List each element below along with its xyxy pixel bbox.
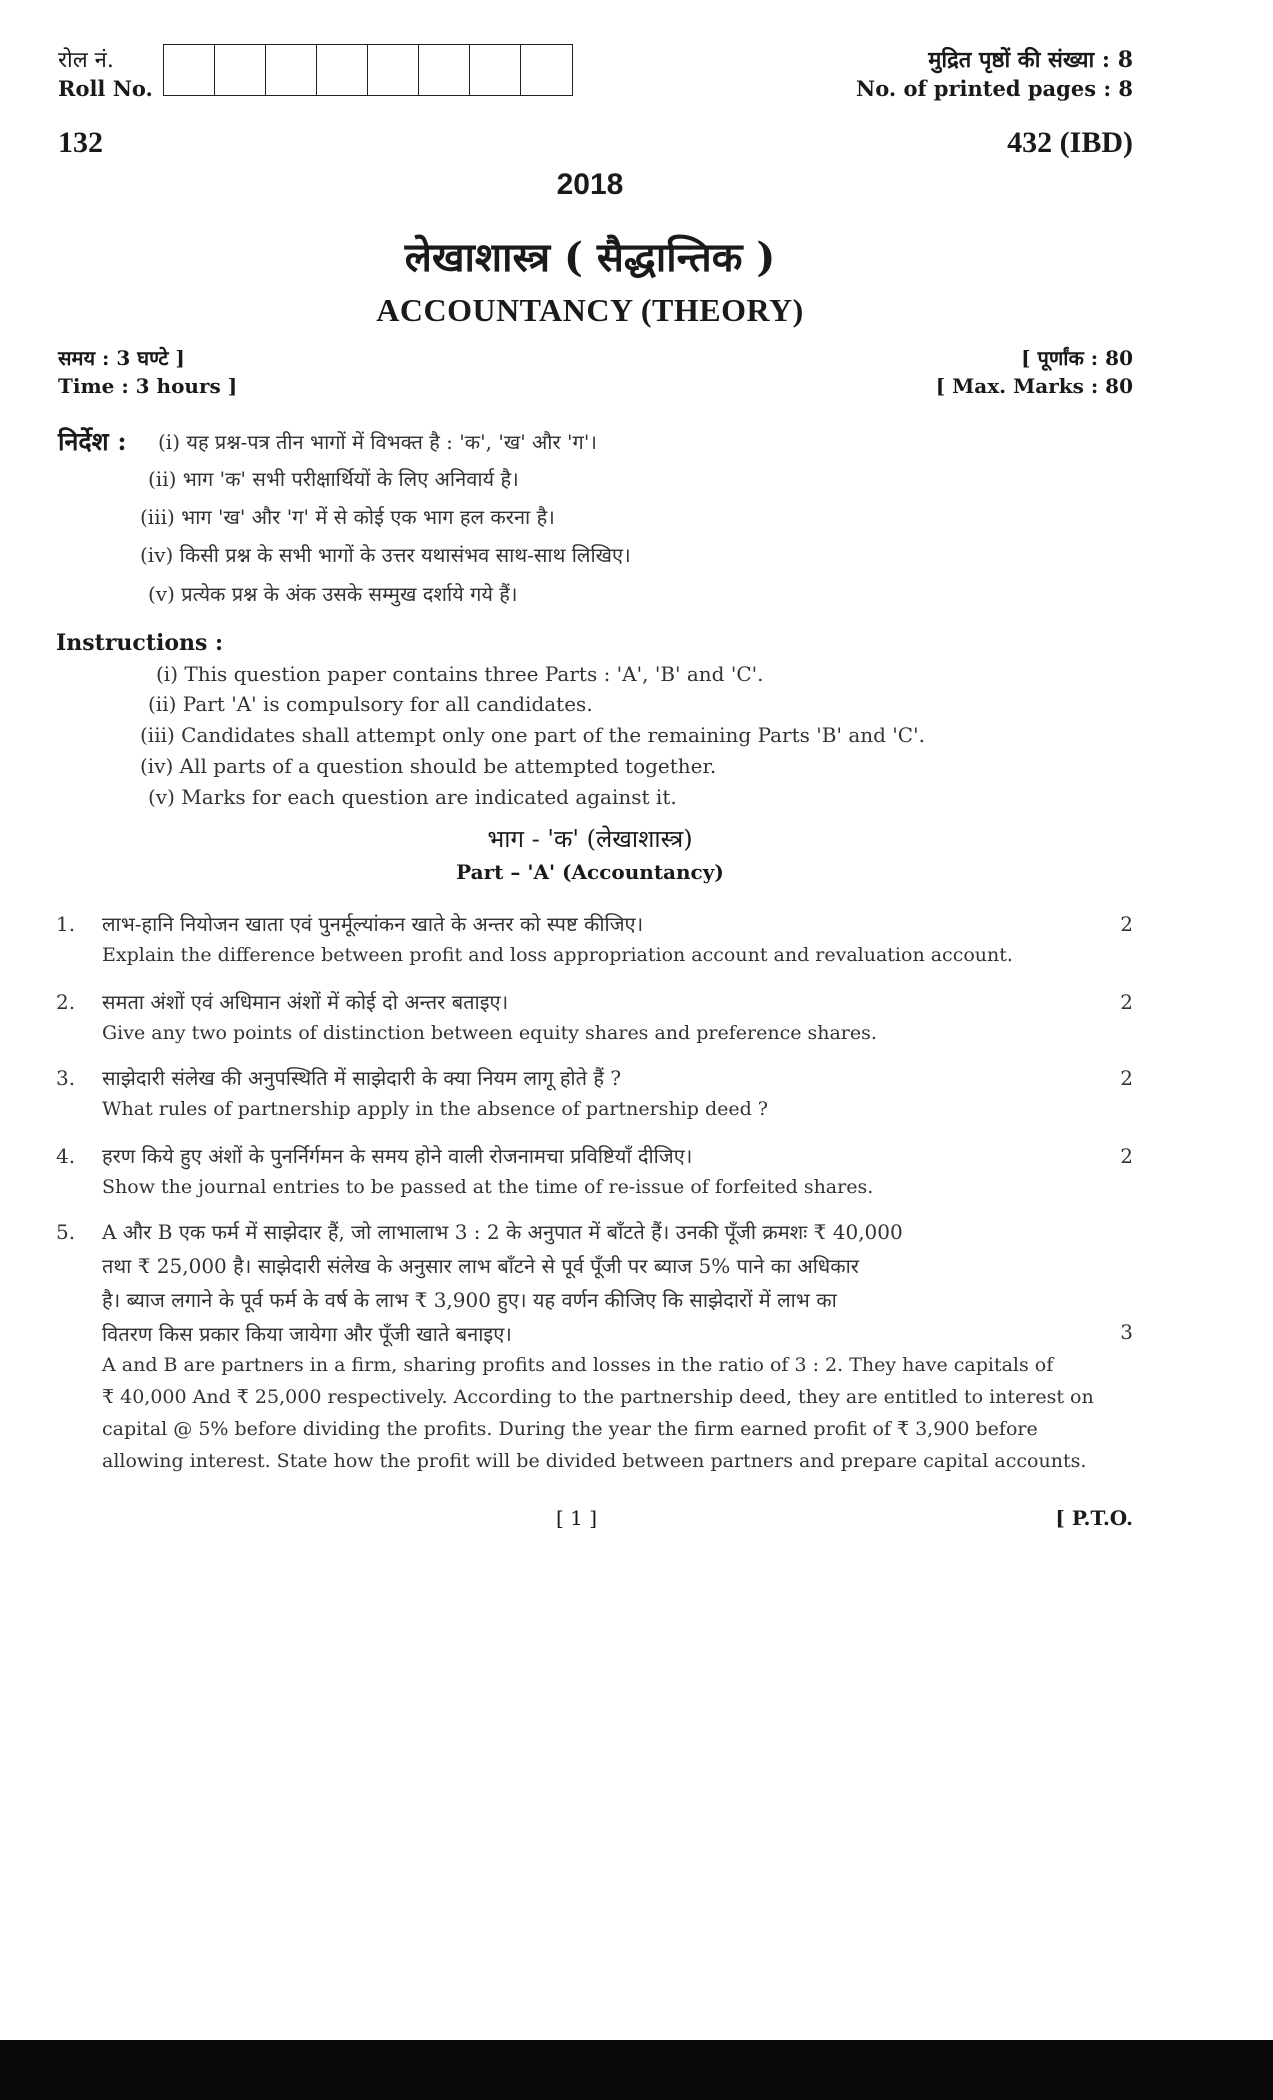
- question-english-line: A and B are partners in a firm, sharing profits and losses in the ratio of 3 : 2. They have capitals of: [102, 1354, 1054, 1376]
- part-title-hindi: भाग - 'क' (लेखाशास्त्र): [487, 825, 693, 853]
- instruction-hindi-item: (v) प्रत्येक प्रश्न के अंक उसके सम्मुख दर्शाये गये हैं।: [148, 582, 518, 606]
- roll-digit-box[interactable]: [470, 45, 521, 95]
- time-hindi: समय : 3 घण्टे ]: [58, 346, 185, 370]
- instruction-hindi-item: (ii) भाग 'क' सभी परीक्षार्थियों के लिए अनिवार्य है।: [148, 467, 519, 491]
- question-hindi-line: है। ब्याज लगाने के पूर्व फर्म के वर्ष के लाभ ₹ 3,900 हुए। यह वर्णन कीजिए कि साझेदारों में लाभ का: [102, 1288, 837, 1312]
- instruction-hindi-item: (iii) भाग 'ख' और 'ग' में से कोई एक भाग हल करना है।: [140, 505, 555, 529]
- question-marks: 2: [1120, 912, 1133, 936]
- instruction-english-item: (ii) Part 'A' is compulsory for all candidates.: [148, 692, 593, 716]
- question-marks: 2: [1120, 1066, 1133, 1090]
- instruction-hindi-item: (i) यह प्रश्न-पत्र तीन भागों में विभक्त है : 'क', 'ख' और 'ग'।: [158, 430, 597, 454]
- question-hindi-line: A और B एक फर्म में साझेदार हैं, जो लाभालाभ 3 : 2 के अनुपात में बाँटते हैं। उनकी पूँजी क्रमशः ₹ 40,000: [102, 1220, 903, 1244]
- question-number: 1.: [56, 912, 76, 936]
- roll-digit-box[interactable]: [164, 45, 215, 95]
- question-hindi: हरण किये हुए अंशों के पुनर्निर्गमन के समय होने वाली रोजनामचा प्रविष्टियाँ दीजिए।: [102, 1144, 693, 1168]
- roll-label-english: Roll No.: [58, 76, 153, 101]
- exam-year: 2018: [556, 168, 624, 201]
- please-turn-over: [ P.T.O.: [1055, 1506, 1133, 1530]
- question-marks: 3: [1120, 1320, 1133, 1344]
- roll-digit-box[interactable]: [368, 45, 419, 95]
- roll-digit-box[interactable]: [521, 45, 572, 95]
- question-number: 5.: [56, 1220, 76, 1244]
- instruction-english-item: (i) This question paper contains three Parts : 'A', 'B' and 'C'.: [156, 662, 764, 686]
- question-number: 2.: [56, 990, 76, 1014]
- page-number: [ 1 ]: [556, 1506, 598, 1530]
- paper-code-left: 132: [58, 126, 103, 159]
- question-english: What rules of partnership apply in the absence of partnership deed ?: [102, 1098, 768, 1120]
- paper-code-right: 432 (IBD): [1007, 126, 1133, 159]
- roll-label-hindi: रोल नं.: [58, 48, 114, 73]
- roll-digit-box[interactable]: [215, 45, 266, 95]
- scan-edge-bar: [0, 2040, 1273, 2100]
- question-hindi: समता अंशों एवं अधिमान अंशों में कोई दो अन्तर बताइए।: [102, 990, 509, 1014]
- max-marks-hindi: [ पूर्णांक : 80: [1021, 346, 1133, 370]
- question-english-line: capital @ 5% before dividing the profits. During the year the firm earned profit of ₹ 3,900 before: [102, 1418, 1038, 1440]
- question-english: Give any two points of distinction between equity shares and preference shares.: [102, 1022, 877, 1044]
- printed-pages-english: No. of printed pages : 8: [856, 76, 1133, 101]
- question-hindi: लाभ-हानि नियोजन खाता एवं पुनर्मूल्यांकन खाते के अन्तर को स्पष्ट कीजिए।: [102, 912, 644, 936]
- printed-pages-hindi: मुद्रित पृष्ठों की संख्या : 8: [928, 47, 1133, 73]
- question-number: 4.: [56, 1144, 76, 1168]
- question-english: Explain the difference between profit and loss appropriation account and revaluation account.: [102, 944, 1013, 966]
- question-hindi-line: तथा ₹ 25,000 है। साझेदारी संलेख के अनुसार लाभ बाँटने से पूर्व पूँजी पर ब्याज 5% पाने का अधिकार: [102, 1254, 859, 1278]
- roll-digit-box[interactable]: [419, 45, 470, 95]
- time-english: Time : 3 hours ]: [58, 374, 238, 398]
- question-english: Show the journal entries to be passed at the time of re-issue of forfeited shares.: [102, 1176, 874, 1198]
- question-marks: 2: [1120, 990, 1133, 1014]
- instruction-hindi-item: (iv) किसी प्रश्न के सभी भागों के उत्तर यथासंभव साथ-साथ लिखिए।: [140, 543, 631, 567]
- instruction-english-item: (v) Marks for each question are indicated against it.: [148, 785, 677, 809]
- roll-digit-box[interactable]: [317, 45, 368, 95]
- roll-digit-box[interactable]: [266, 45, 317, 95]
- roll-number-boxes[interactable]: [163, 44, 573, 96]
- instructions-hindi-label: निर्देश :: [58, 427, 127, 456]
- question-english-line: allowing interest. State how the profit will be divided between partners and prepare capital accounts.: [102, 1450, 1087, 1472]
- max-marks-english: [ Max. Marks : 80: [935, 374, 1133, 398]
- instructions-english-label: Instructions :: [56, 630, 224, 656]
- question-hindi: साझेदारी संलेख की अनुपस्थिति में साझेदारी के क्या नियम लागू होते हैं ?: [102, 1066, 622, 1090]
- question-english-line: ₹ 40,000 And ₹ 25,000 respectively. According to the partnership deed, they are entitled to interest on: [102, 1386, 1094, 1408]
- question-hindi-line: वितरण किस प्रकार किया जायेगा और पूँजी खाते बनाइए।: [102, 1322, 512, 1346]
- subject-title-hindi: लेखाशास्त्र ( सैद्धान्तिक ): [404, 234, 776, 281]
- subject-title-english: ACCOUNTANCY (THEORY): [376, 292, 804, 328]
- part-title-english: Part – 'A' (Accountancy): [456, 860, 724, 884]
- instruction-english-item: (iv) All parts of a question should be attempted together.: [140, 754, 717, 778]
- question-marks: 2: [1120, 1144, 1133, 1168]
- instruction-english-item: (iii) Candidates shall attempt only one part of the remaining Parts 'B' and 'C'.: [140, 723, 925, 747]
- question-number: 3.: [56, 1066, 76, 1090]
